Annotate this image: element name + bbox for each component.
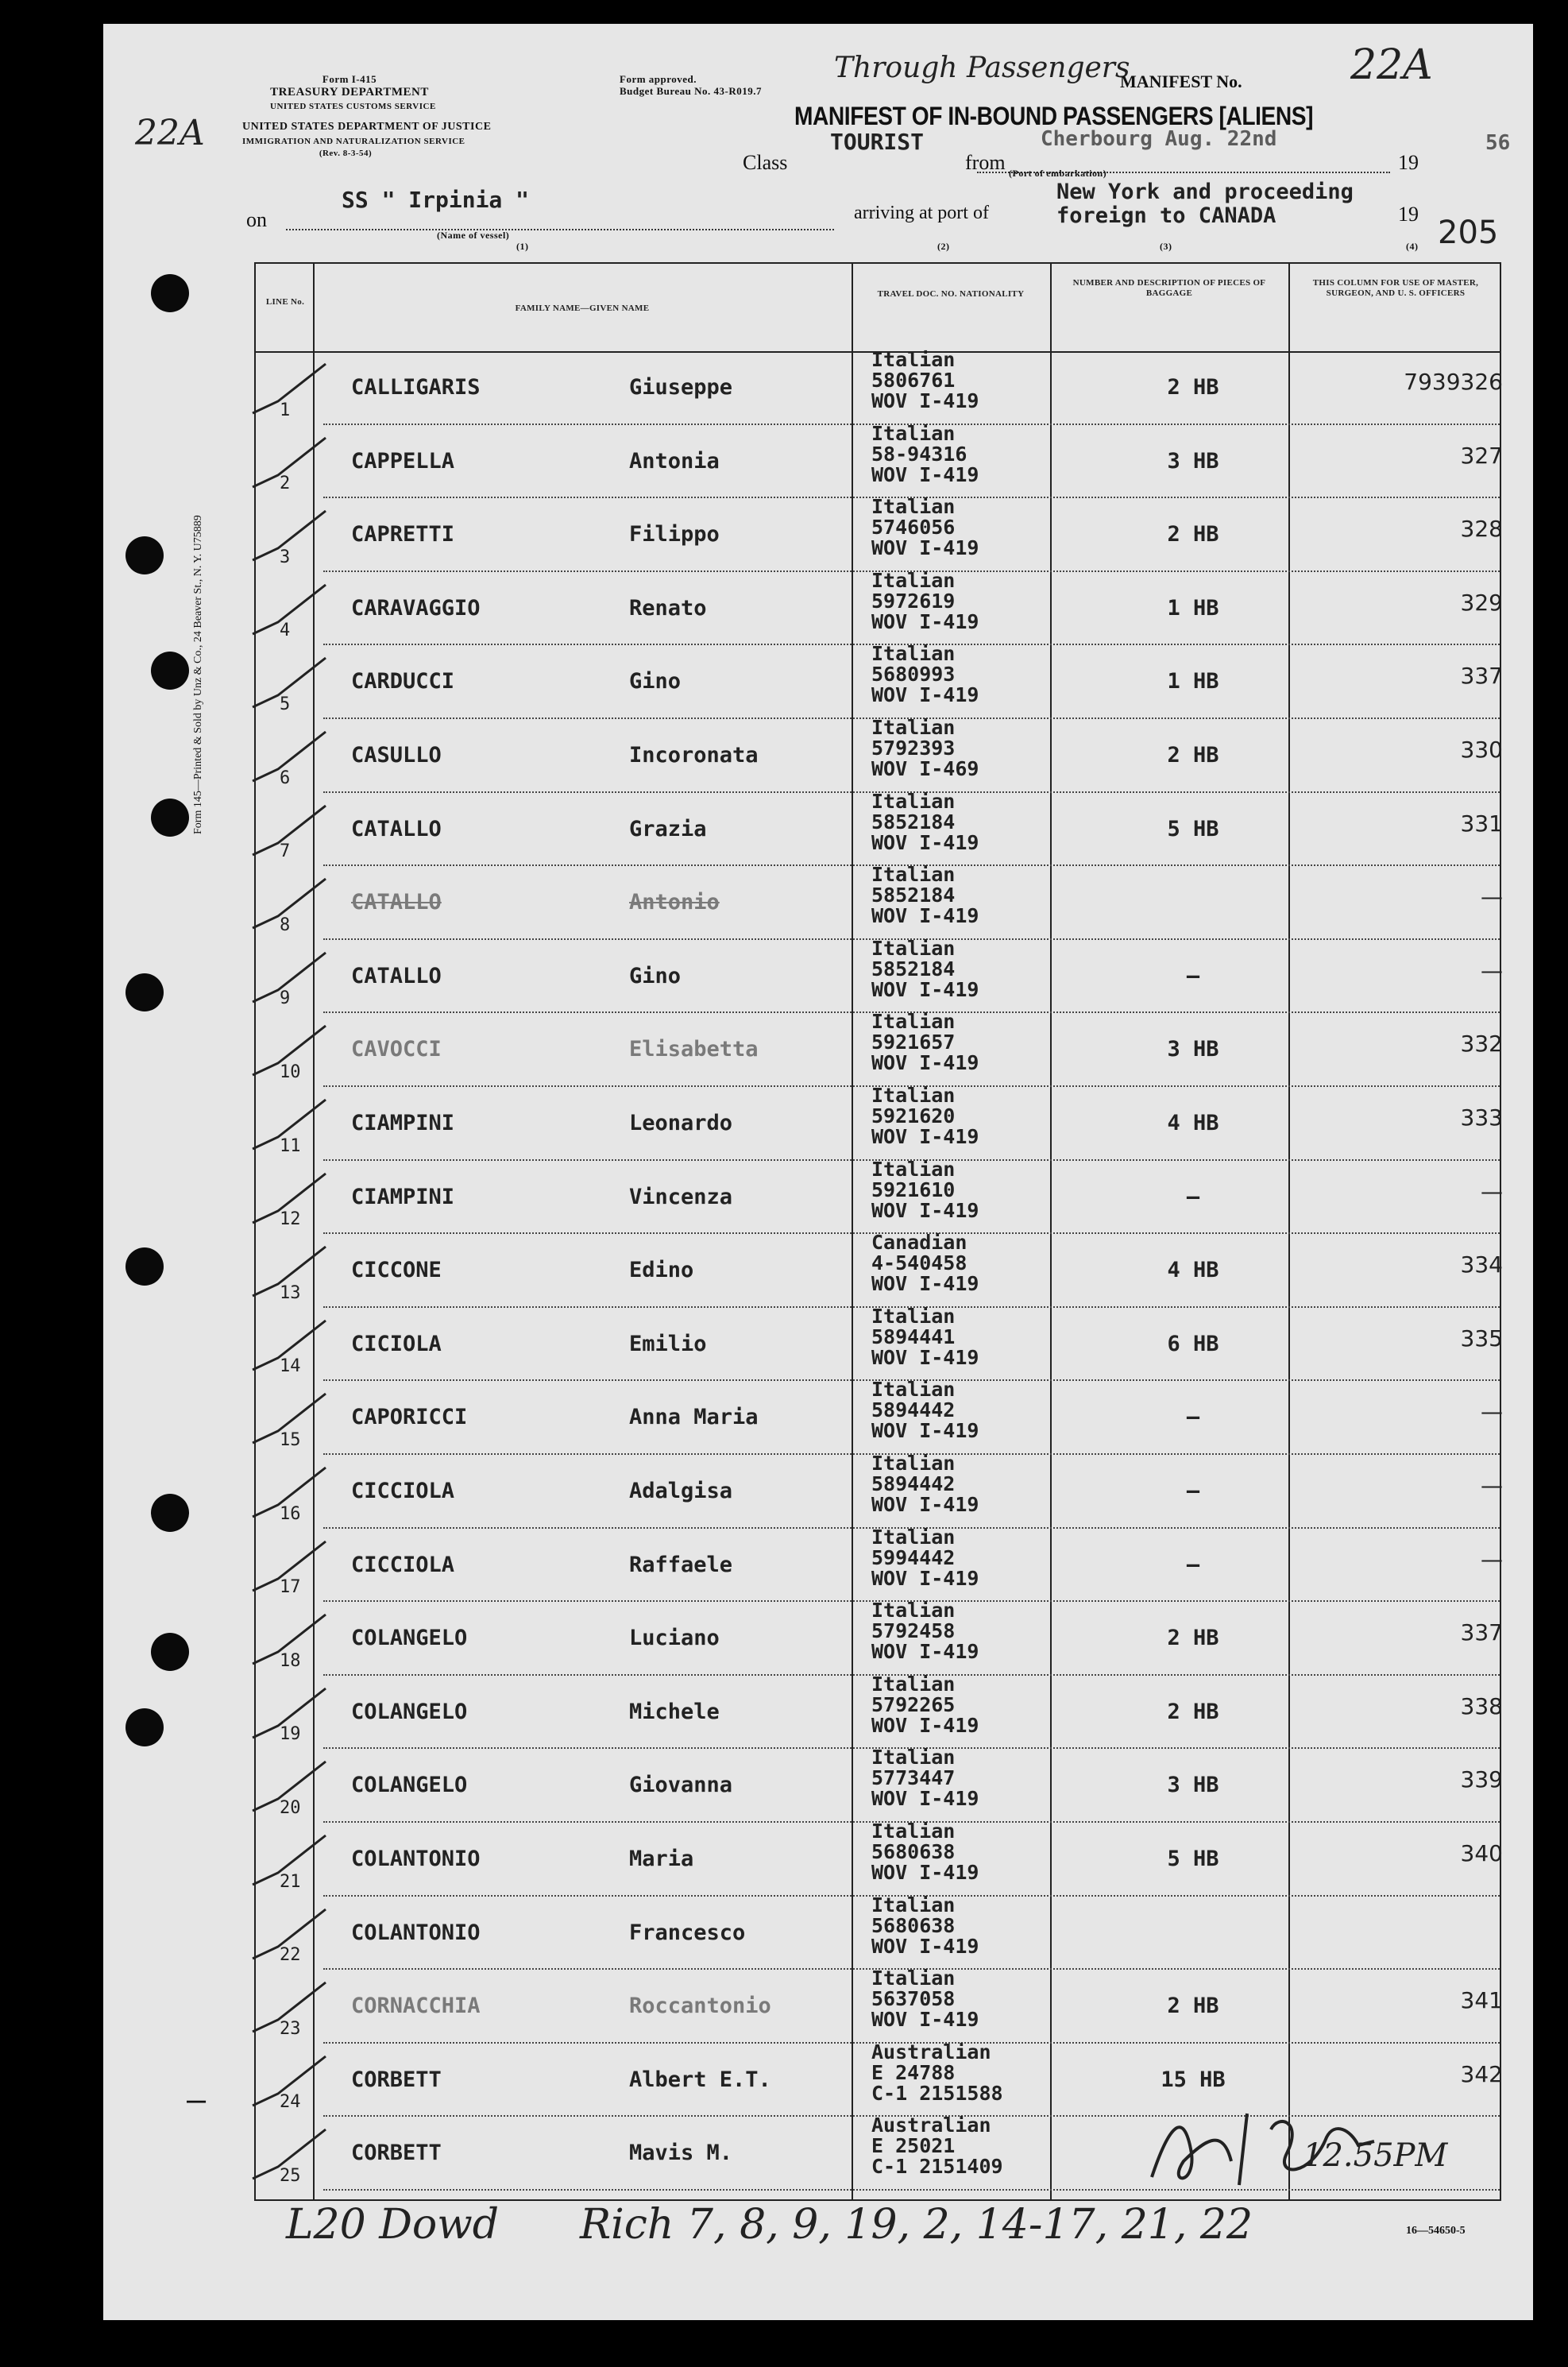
- header-travel-doc: TRAVEL DOC. NO. NATIONALITY: [877, 289, 1025, 299]
- travel-doc-number: 5792265: [871, 1692, 956, 1716]
- travel-doc-block: [871, 1306, 979, 1368]
- officer-number: 327: [1460, 442, 1503, 469]
- travel-doc-block: [871, 1674, 979, 1736]
- given-name: Albert E.T.: [629, 2067, 771, 2092]
- travel-doc-block: [871, 1453, 979, 1515]
- given-name: Raffaele: [629, 1552, 733, 1577]
- officer-number: —: [1481, 1545, 1503, 1572]
- travel-doc-number: 5680638: [871, 1840, 956, 1863]
- line-number: 16: [280, 1503, 301, 1524]
- travel-doc-number: E 25021: [871, 2134, 956, 2158]
- officer-number: —: [1481, 1398, 1503, 1425]
- line-number: 15: [280, 1429, 301, 1450]
- binder-hole: [151, 1494, 189, 1532]
- col-ref-4: (4): [1406, 241, 1419, 252]
- travel-doc-block: [871, 1895, 979, 1957]
- officer-number: 338: [1460, 1692, 1503, 1719]
- nationality: Italian: [871, 642, 956, 666]
- nationality: Italian: [871, 1599, 956, 1622]
- baggage-count: —: [1186, 963, 1200, 988]
- baggage-count: 15 HB: [1161, 2067, 1226, 2092]
- officer-number: 331: [1460, 810, 1503, 837]
- baggage-count: —: [1186, 1479, 1200, 1503]
- nationality: Italian: [871, 1010, 956, 1034]
- given-name: Incoronata: [629, 743, 759, 768]
- travel-doc-block: [871, 717, 979, 779]
- header-baggage: NUMBER AND DESCRIPTION OF PIECES OF BAGGAGE: [1072, 278, 1266, 298]
- officer-number: 7939326: [1404, 369, 1503, 395]
- given-name: Mavis M.: [629, 2141, 733, 2166]
- officer-number: 328: [1460, 516, 1503, 543]
- officer-number: —: [1481, 884, 1503, 911]
- visa-number: WOV I-419: [871, 1051, 979, 1075]
- table-row: [256, 1084, 1503, 1161]
- family-name: CICCIOLA: [351, 1552, 455, 1577]
- family-name: CASULLO: [351, 743, 442, 768]
- family-name: COLANGELO: [351, 1699, 468, 1724]
- nationality: Italian: [871, 1452, 956, 1475]
- travel-doc-block: [871, 2115, 1003, 2177]
- visa-number: WOV I-419: [871, 1419, 979, 1443]
- travel-doc-number: E 24788: [871, 2060, 956, 2084]
- year-suffix-1: 56: [1485, 131, 1511, 155]
- table-row: [256, 348, 1503, 425]
- table-row: [256, 863, 1503, 940]
- table-row: [256, 1231, 1503, 1308]
- nationality: Italian: [871, 421, 956, 445]
- travel-doc-block: [871, 497, 979, 559]
- rev-date: (Rev. 8-3-54): [319, 149, 373, 158]
- line-number: 7: [280, 841, 291, 862]
- nationality: Italian: [871, 348, 956, 371]
- travel-doc-number: 5792458: [871, 1619, 956, 1643]
- visa-number: WOV I-469: [871, 757, 979, 780]
- margin-22a: 22A: [135, 113, 205, 153]
- nationality: Italian: [871, 1746, 956, 1769]
- visa-number: WOV I-419: [871, 389, 979, 412]
- travel-doc-number: 58-94316: [871, 442, 967, 466]
- family-name: COLANTONIO: [351, 1920, 481, 1945]
- travel-doc-block: [871, 1159, 979, 1221]
- visa-number: C-1 2151409: [871, 2155, 1003, 2179]
- visa-number: WOV I-419: [871, 536, 979, 560]
- justice-dept: UNITED STATES DEPARTMENT OF JUSTICE: [242, 121, 492, 133]
- line-number: 11: [280, 1135, 301, 1156]
- given-name: Renato: [629, 595, 707, 621]
- header-name: FAMILY NAME—GIVEN NAME: [515, 304, 650, 313]
- table-row: [256, 936, 1503, 1014]
- family-name: COLANGELO: [351, 1773, 468, 1798]
- port-caption: (Port of embarkation): [1009, 168, 1107, 179]
- officer-number: 340: [1460, 1840, 1503, 1866]
- nationality: Italian: [871, 1967, 956, 1990]
- given-name: Francesco: [629, 1920, 746, 1945]
- table-row: [256, 568, 1503, 646]
- family-name: CICCONE: [351, 1258, 442, 1283]
- travel-doc-number: 4-540458: [871, 1251, 967, 1275]
- officer-number: 332: [1460, 1031, 1503, 1058]
- visa-number: WOV I-419: [871, 462, 979, 486]
- line-number: 19: [280, 1724, 301, 1745]
- baggage-count: 6 HB: [1167, 1331, 1219, 1356]
- through-passengers-note: Through Passengers: [834, 52, 1130, 84]
- visa-number: WOV I-419: [871, 1713, 979, 1737]
- line-number: 5: [280, 694, 291, 714]
- family-name: CATALLO: [351, 963, 442, 988]
- line-number: 24: [280, 2092, 301, 2113]
- page-number: 205: [1438, 215, 1499, 251]
- travel-doc-block: [871, 1085, 979, 1147]
- table-row: [256, 1672, 1503, 1750]
- table-row: [256, 716, 1503, 793]
- travel-doc-number: 5894442: [871, 1398, 956, 1422]
- family-name: CARAVAGGIO: [351, 595, 481, 621]
- given-name: Anna Maria: [629, 1405, 759, 1430]
- baggage-count: 2 HB: [1167, 522, 1219, 547]
- official-signature: [1136, 2082, 1390, 2201]
- travel-doc-block: [871, 1379, 979, 1441]
- header-line-no: LINE No.: [265, 297, 305, 307]
- line-number: 17: [280, 1577, 301, 1598]
- travel-doc-block: [871, 864, 979, 926]
- officer-number: 329: [1460, 589, 1503, 616]
- officer-number: 330: [1460, 737, 1503, 763]
- visa-number: WOV I-419: [871, 1640, 979, 1664]
- ins-service: IMMIGRATION AND NATURALIZATION SERVICE: [242, 137, 465, 146]
- baggage-count: 3 HB: [1167, 448, 1219, 474]
- travel-doc-block: [871, 644, 979, 706]
- binder-hole: [151, 274, 189, 312]
- visa-number: WOV I-419: [871, 1345, 979, 1369]
- given-name: Michele: [629, 1699, 720, 1724]
- travel-doc-block: [871, 1821, 979, 1883]
- baggage-count: 5 HB: [1167, 816, 1219, 841]
- visa-number: WOV I-419: [871, 977, 979, 1001]
- visa-number: WOV I-419: [871, 1787, 979, 1811]
- nationality: Italian: [871, 936, 956, 960]
- table-row: [256, 1378, 1503, 1455]
- travel-doc-block: [871, 1968, 979, 2030]
- line-number: 3: [280, 547, 291, 567]
- travel-doc-number: 5852184: [871, 810, 956, 833]
- visa-number: WOV I-419: [871, 1566, 979, 1590]
- footer-rich-note: Rich 7, 8, 9, 19, 2, 14-17, 21, 22: [580, 2201, 1253, 2249]
- baggage-count: 1 HB: [1167, 595, 1219, 621]
- given-name: Luciano: [629, 1626, 720, 1651]
- table-row: [256, 1157, 1503, 1235]
- family-name: CORBETT: [351, 2067, 442, 2092]
- binder-hole: [126, 1708, 164, 1746]
- table-row: [256, 1967, 1503, 2044]
- given-name: Adalgisa: [629, 1479, 733, 1503]
- line-number: 20: [280, 1797, 301, 1818]
- baggage-count: 4 HB: [1167, 1111, 1219, 1135]
- visa-number: WOV I-419: [871, 904, 979, 928]
- officer-number: 337: [1460, 663, 1503, 690]
- nationality: Italian: [871, 1820, 956, 1843]
- line-number: 18: [280, 1650, 301, 1671]
- binder-hole: [151, 799, 189, 837]
- nationality: Italian: [871, 1672, 956, 1696]
- travel-doc-number: 5921657: [871, 1031, 956, 1054]
- line-number: 14: [280, 1356, 301, 1377]
- family-name: CARDUCCI: [351, 669, 455, 694]
- travel-doc-number: 5921610: [871, 1178, 956, 1201]
- officer-number: 342: [1460, 2060, 1503, 2087]
- nationality: Italian: [871, 568, 956, 592]
- visa-number: WOV I-419: [871, 1493, 979, 1516]
- line-number: 1: [280, 400, 291, 420]
- baggage-count: 2 HB: [1167, 1699, 1219, 1724]
- on-label: on: [246, 208, 267, 231]
- family-name: CICCIOLA: [351, 1479, 455, 1503]
- visa-number: WOV I-419: [871, 2008, 979, 2032]
- given-name: Giuseppe: [629, 375, 733, 400]
- family-name: CATALLO: [351, 816, 442, 841]
- officer-number: 333: [1460, 1104, 1503, 1131]
- given-name: Grazia: [629, 816, 707, 841]
- travel-doc-number: 5894442: [871, 1472, 956, 1495]
- table-row: [256, 421, 1503, 499]
- table-row: [256, 495, 1503, 572]
- baggage-count: —: [1186, 1552, 1200, 1577]
- travel-doc-block: [871, 1011, 979, 1073]
- family-name: CICIOLA: [351, 1331, 442, 1356]
- port-line-2: foreign to CANADA: [1056, 203, 1276, 228]
- header-officers: THIS COLUMN FOR USE OF MASTER, SURGEON, AND U. S. OFFICERS: [1312, 278, 1479, 298]
- table-row: [256, 1820, 1503, 1897]
- form-approved: Form approved.: [620, 73, 697, 85]
- from-value: Cherbourg Aug. 22nd: [1041, 127, 1277, 151]
- year-label-2: 19: [1398, 203, 1419, 226]
- given-name: Gino: [629, 963, 682, 988]
- travel-doc-block: [871, 1600, 979, 1662]
- table-row: [256, 1893, 1500, 1971]
- travel-doc-number: 5894441: [871, 1325, 956, 1348]
- binder-hole: [126, 536, 164, 574]
- travel-doc-number: 5852184: [871, 884, 956, 907]
- binder-hole: [151, 652, 189, 690]
- nationality: Italian: [871, 1304, 956, 1328]
- form-number: Form I-415: [322, 73, 377, 85]
- baggage-count: 3 HB: [1167, 1773, 1219, 1798]
- visa-number: WOV I-419: [871, 609, 979, 633]
- customs-service: UNITED STATES CUSTOMS SERVICE: [270, 102, 436, 111]
- vessel-caption: (Name of vessel): [437, 230, 510, 241]
- manifest-title: MANIFEST OF IN-BOUND PASSENGERS [ALIENS]: [794, 102, 1314, 130]
- travel-doc-block: [871, 938, 979, 1000]
- given-name: Leonardo: [629, 1111, 733, 1135]
- binder-hole: [126, 1247, 164, 1286]
- line-number: 9: [280, 988, 291, 1009]
- signature-time: 12.55PM: [1303, 2137, 1448, 2174]
- baggage-count: 1 HB: [1167, 669, 1219, 694]
- travel-doc-block: [871, 1232, 979, 1294]
- visa-number: WOV I-419: [871, 1861, 979, 1884]
- family-name: CORBETT: [351, 2141, 442, 2166]
- travel-doc-block: [871, 570, 979, 632]
- manifest-no-label: MANIFEST No.: [1120, 72, 1242, 91]
- line-number: 13: [280, 1282, 301, 1303]
- line-number: 4: [280, 621, 291, 641]
- baggage-count: —: [1186, 1405, 1200, 1430]
- line-number: 10: [280, 1062, 301, 1082]
- vessel-name: SS " Irpinia ": [342, 187, 530, 213]
- travel-doc-number: 5773447: [871, 1766, 956, 1790]
- nationality: Italian: [871, 789, 956, 813]
- nationality: Italian: [871, 1084, 956, 1107]
- from-label: from: [965, 151, 1006, 174]
- baggage-count: 4 HB: [1167, 1258, 1219, 1283]
- arriving-label: arriving at port of: [854, 203, 989, 223]
- family-name: COLANGELO: [351, 1626, 468, 1651]
- visa-number: C-1 2151588: [871, 2081, 1003, 2105]
- table-row: [256, 1525, 1503, 1603]
- baggage-count: 5 HB: [1167, 1847, 1219, 1871]
- family-name: CAVOCCI: [351, 1037, 442, 1062]
- officer-number: 337: [1460, 1619, 1503, 1646]
- binder-hole: [151, 1633, 189, 1671]
- table-row: [256, 789, 1503, 867]
- travel-doc-number: 5637058: [871, 1987, 956, 2011]
- family-name: CAPPELLA: [351, 448, 455, 474]
- given-name: Giovanna: [629, 1773, 733, 1798]
- nationality: Canadian: [871, 1231, 967, 1255]
- line-number: 21: [280, 1871, 301, 1892]
- binder-hole: [126, 973, 164, 1011]
- line-number: 12: [280, 1209, 301, 1230]
- port-line-1: New York and proceeding: [1056, 180, 1354, 204]
- visa-number: WOV I-419: [871, 1934, 979, 1958]
- officer-number: —: [1481, 957, 1503, 984]
- family-name: CIAMPINI: [351, 1111, 455, 1135]
- table-row: [256, 1599, 1503, 1676]
- treasury-dept: TREASURY DEPARTMENT: [270, 86, 429, 99]
- officer-number: 335: [1460, 1325, 1503, 1352]
- baggage-count: 2 HB: [1167, 375, 1219, 400]
- given-name: Antonia: [629, 448, 720, 474]
- given-name: Maria: [629, 1847, 694, 1871]
- travel-doc-block: [871, 1747, 979, 1809]
- visa-number: WOV I-419: [871, 1125, 979, 1148]
- nationality: Italian: [871, 1525, 956, 1549]
- baggage-count: 2 HB: [1167, 1626, 1219, 1651]
- visa-number: WOV I-419: [871, 683, 979, 707]
- col-ref-2: (2): [937, 241, 950, 252]
- col-ref-3: (3): [1160, 241, 1172, 252]
- family-name: COLANTONIO: [351, 1847, 481, 1871]
- family-name: CAPORICCI: [351, 1405, 468, 1430]
- nationality: Italian: [871, 716, 956, 739]
- class-label: Class: [743, 151, 788, 174]
- family-name: CATALLO: [351, 890, 442, 915]
- travel-doc-number: 5792393: [871, 737, 956, 760]
- travel-doc-block: [871, 1527, 979, 1589]
- passenger-table: [254, 262, 1501, 2201]
- officer-number: 341: [1460, 1987, 1503, 2014]
- line-number: 8: [280, 915, 291, 935]
- table-row: [256, 1304, 1503, 1382]
- table-row: [256, 1452, 1503, 1529]
- nationality: Italian: [871, 863, 956, 887]
- travel-doc-block: [871, 421, 979, 486]
- family-name: CAPRETTI: [351, 522, 455, 547]
- nationality: Italian: [871, 1157, 956, 1181]
- visa-number: WOV I-419: [871, 830, 979, 854]
- line-number: 22: [280, 1945, 301, 1966]
- given-name: Vincenza: [629, 1184, 733, 1209]
- nationality: Italian: [871, 1893, 956, 1916]
- line-number: 6: [280, 768, 291, 788]
- form-code: 16—54650-5: [1406, 2225, 1466, 2237]
- given-name: Filippo: [629, 522, 720, 547]
- line-number: 25: [280, 2165, 301, 2186]
- travel-doc-number: 5921620: [871, 1104, 956, 1127]
- year-label-1: 19: [1398, 151, 1419, 174]
- travel-doc-number: 5994442: [871, 1545, 956, 1569]
- manifest-number: 22A: [1350, 41, 1433, 89]
- baggage-count: —: [1186, 1184, 1200, 1209]
- visa-number: WOV I-419: [871, 1272, 979, 1296]
- given-name: Roccantonio: [629, 1994, 771, 2019]
- family-name: CORNACCHIA: [351, 1994, 481, 2019]
- travel-doc-number: 5972619: [871, 589, 956, 613]
- given-name: Antonio: [629, 890, 720, 915]
- given-name: Edino: [629, 1258, 694, 1283]
- officer-number: 334: [1460, 1251, 1503, 1278]
- travel-doc-number: 5852184: [871, 957, 956, 980]
- baggage-count: 2 HB: [1167, 743, 1219, 768]
- travel-doc-block: [871, 791, 979, 853]
- nationality: Italian: [871, 495, 956, 519]
- travel-doc-block: [871, 350, 979, 412]
- given-name: Emilio: [629, 1331, 707, 1356]
- nationality: Australian: [871, 2114, 991, 2137]
- class-value: TOURIST: [830, 129, 925, 155]
- travel-doc-number: 5746056: [871, 516, 956, 540]
- officer-number: 339: [1460, 1766, 1503, 1793]
- line-number: 23: [280, 2018, 301, 2039]
- given-name: Gino: [629, 669, 682, 694]
- table-row: [256, 642, 1503, 719]
- table-row: [256, 1746, 1503, 1823]
- side-printer-text: Form 145—Printed & Sold by Unz & Co., 24 Beaver St., N. Y. U75889: [192, 515, 204, 834]
- budget-bureau: Budget Bureau No. 43-R019.7: [620, 85, 763, 97]
- col-ref-1: (1): [516, 241, 529, 252]
- travel-doc-number: 5680993: [871, 663, 956, 687]
- manifest-page: [103, 24, 1533, 2320]
- family-name: CIAMPINI: [351, 1184, 455, 1209]
- officer-number: —: [1481, 1178, 1503, 1205]
- given-name: Elisabetta: [629, 1037, 759, 1062]
- baggage-count: 3 HB: [1167, 1037, 1219, 1062]
- footer-l20-note: L20 Dowd: [286, 2201, 500, 2249]
- officer-number: —: [1481, 1472, 1503, 1499]
- family-name: CALLIGARIS: [351, 375, 481, 400]
- visa-number: WOV I-419: [871, 1198, 979, 1222]
- margin-dash: ‒: [187, 2082, 207, 2118]
- table-row: [256, 1010, 1503, 1087]
- nationality: Australian: [871, 2040, 991, 2063]
- travel-doc-number: 5680638: [871, 1913, 956, 1937]
- baggage-count: 2 HB: [1167, 1994, 1219, 2019]
- vessel-dotted-line: [286, 229, 834, 230]
- line-number: 2: [280, 474, 291, 494]
- nationality: Italian: [871, 1378, 956, 1402]
- travel-doc-number: 5806761: [871, 369, 956, 392]
- travel-doc-block: [871, 2042, 1003, 2104]
